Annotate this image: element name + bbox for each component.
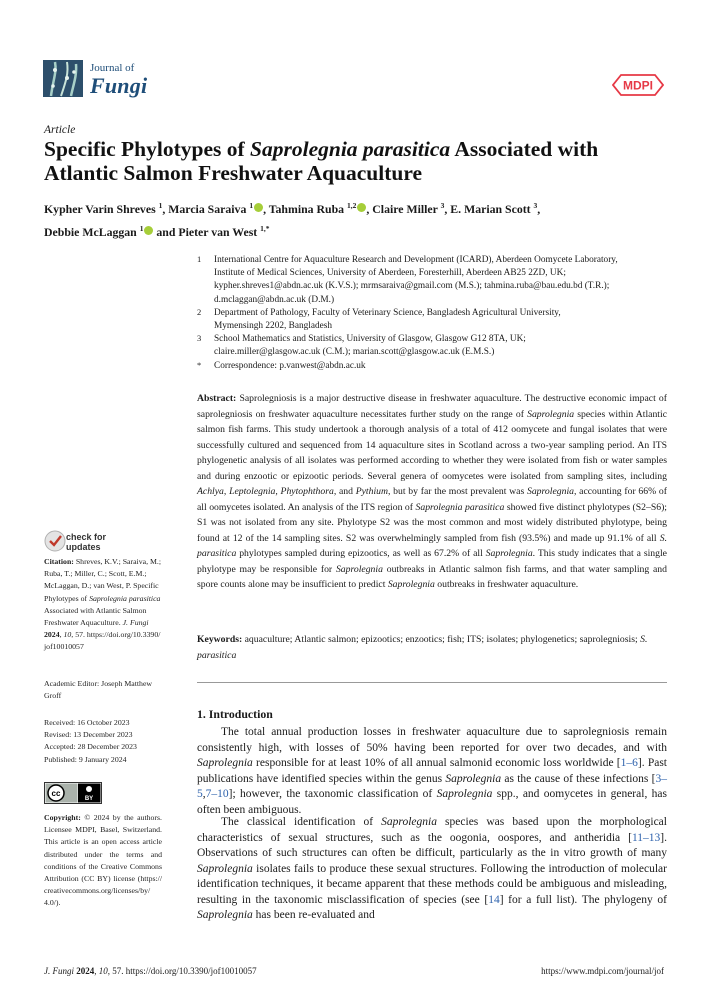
keywords-text: aquaculture; Atlantic salmon; epizootics; enzootics; fish; ITS; isolates; phylogenetics; saprolegniosis; S. parasitica xyxy=(197,634,648,661)
citation: Citation: Shreves, K.V.; Saraiva, M.; Ruba, T.; Miller, C.; Scott, E.M.; McLaggan, D.; van West, P. Specific Phylotypes of Saprolegnia parasitica Associated with Atlantic Salmon Freshwater Aquaculture. J. Fungi 2024, 10, 57. https://doi.org/10.3390/ jof10010057 xyxy=(44,557,162,652)
footer-citation: J. Fungi 2024, 10, 57. https://doi.org/10.3390/jof10010057 xyxy=(44,966,257,976)
author-affiliation-sup: 3 xyxy=(533,201,538,210)
author-name: E. Marian Scott $^3$ xyxy=(450,201,538,216)
svg-text:BY: BY xyxy=(84,796,94,802)
mdpi-logo-icon[interactable] xyxy=(612,74,664,96)
affiliation-number: 1 xyxy=(197,254,202,264)
affiliation-number: 3 xyxy=(197,333,202,344)
keywords-label: Keywords: xyxy=(197,634,243,645)
abstract-label: Abstract: xyxy=(197,393,237,404)
revised-date: Revised: 13 December 2023 xyxy=(44,730,133,740)
article-title: Specific Phylotypes of Saprolegnia parasitica Associated with Atlantic Salmon Freshwater Aquaculture xyxy=(44,137,599,185)
check-for-updates-label[interactable]: check for updates xyxy=(66,532,107,552)
copyright-notice: Copyright: © 2024 by the authors. Licensee MDPI, Basel, Switzerland. This article is an open access article distributed under the terms and conditions of the Creative Commons Attribution (CC BY) license (https:// creativecommons.org/licenses/by/ 4.0/). xyxy=(44,813,162,908)
abstract-text: Saprolegniosis is a major destructive disease in freshwater aquaculture. The destructive economic impact of saprolegniosis on freshwater aquaculture necessitates further study on the range of Saprolegnia species within Atlantic salmon fish farms. This study undertook a thorough analysis of a total of 412 oomycete and fungal isolates that were successfully cultured and sequenced from 14 aquaculture sites in Scotland across a two-year sampling period. An ITS phylogenetic analysis of all isolates was performed according to whether they were isolated from fish or water samples and during enzootic or epizootic periods. Several genera of oomycetes were isolated from sampling sites, including Achlya, Leptolegnia, Phytophthora, and Pythium, but by far the most prevalent was Saprolegnia, accounting for 66% of all oomycetes isolated. An analysis of the ITS region of Saprolegnia parasitica showed five distinct phylotypes (S2–S6); S1 was not isolated from any site. Phylotype S2 was the most common and most widely distributed phylotype, being found at 12 of the 14 sampling sites. S2 was overwhelmingly sampled from fish (93.5%) and made up 91.1% of all S. parasitica phylotypes sampled during epizootics, as well as 67.2% of all Saprolegnia. This study indicates that a single phylotype may be responsible for Saprolegnia outbreaks in Atlantic salmon fish farms, and that water sampling and spore counts alone may be insufficient to predict Saprolegnia outbreaks in freshwater aquaculture. xyxy=(197,393,668,590)
orcid-icon[interactable] xyxy=(357,203,366,212)
section-divider xyxy=(197,682,667,683)
affiliation-line: claire.miller@glasgow.ac.uk (C.M.); marian.scott@glasgow.ac.uk (E.M.S.) xyxy=(214,347,495,358)
affiliation-line: Department of Pathology, Faculty of Veterinary Science, Bangladesh Agricultural University, xyxy=(214,307,561,318)
affiliation-line: School Mathematics and Statistics, University of Glasgow, Glasgow G12 8TA, UK; xyxy=(214,334,526,345)
article-type: Article xyxy=(44,124,76,136)
affiliation-number: 2 xyxy=(197,306,202,317)
cc-by-license-icon[interactable] xyxy=(44,782,102,804)
keywords xyxy=(197,632,667,663)
article-dates xyxy=(44,717,162,766)
abstract xyxy=(197,391,667,593)
mdpi-logo-text: MDPI xyxy=(623,78,653,93)
published-date: Published: 9 January 2024 xyxy=(44,754,127,764)
accepted-date: Accepted: 28 December 2023 xyxy=(44,742,137,752)
affiliation-line: International Centre for Aquaculture Research and Development (ICARD), Aberdeen Oomycete Laboratory, xyxy=(214,255,618,265)
section-heading: 1. Introduction xyxy=(197,707,273,721)
affiliation-number: * xyxy=(197,359,202,370)
academic-editor: Academic Editor: Joseph Matthew Groff xyxy=(44,679,153,701)
author-name: Kypher Varin Shreves $^1$ xyxy=(44,201,163,216)
orcid-icon[interactable] xyxy=(144,226,153,235)
author-affiliation-sup: 1,* xyxy=(260,223,270,233)
author-affiliation-sup: 1 xyxy=(139,223,144,233)
affiliation-line: kypher.shreves1@abdn.ac.uk (K.V.S.); mrmsaraiva@gmail.com (M.S.); tahmina.ruba@bau.edu.bd (T.R.); xyxy=(214,281,610,292)
author-affiliation-sup: 1 xyxy=(249,201,254,210)
author-name: Debbie McLaggan $^1$ xyxy=(44,223,144,239)
affiliation-line: d.mclaggan@abdn.ac.uk (D.M.) xyxy=(214,294,335,305)
footer-journal-url[interactable]: https://www.mdpi.com/journal/jof xyxy=(541,966,664,976)
affiliation-line: Correspondence: p.vanwest@abdn.ac.uk xyxy=(214,360,366,371)
author-affiliation-sup: 1,2 xyxy=(347,201,357,210)
svg-text:cc: cc xyxy=(51,789,61,798)
author-list: Kypher Varin Shreves $^1$, Marcia Saraiva $^1$ , Tahmina Ruba $^{1,2}$ , Claire Miller $^3$, E. Marian Scott $^3$, Debbie McLaggan $^1$ and Pieter van West $^{1,*}$ xyxy=(44,201,541,239)
author-affiliation-sup: 3 xyxy=(440,201,445,210)
affiliation-line: Institute of Medical Sciences, University of Aberdeen, Foresterhill, Aberdeen AB25 2ZD, UK; xyxy=(214,268,566,279)
intro-paragraph-2: The classical identification of Saprolegnia species was based upon the morphological characteristics of sexual structures, such as the oogonia, oospores, and antheridia [11–13]. Observations of such structures can often be difficult, particularly as the in vitro growth of many Saprolegnia isolates fails to produce these sexual structures. Following the introduction of molecular identification techniques, it became apparent that these methods could be ambiguous and misleading, resulting in the taxonomic misclassification of species (see [14] for a full list). The phylogeny of Saprolegnia has been re-evaluated and xyxy=(197,816,667,921)
journal-name: Fungi xyxy=(90,73,148,98)
author-name: Pieter van West $^{1,*}$ xyxy=(178,223,270,239)
author-name: Marcia Saraiva $^1$ xyxy=(168,201,254,216)
author-affiliation-sup: 1 xyxy=(158,201,163,210)
journal-logo-icon xyxy=(43,60,83,97)
orcid-icon[interactable] xyxy=(254,203,263,212)
received-date: Received: 16 October 2023 xyxy=(44,718,130,727)
affiliation-line: Mymensingh 2202, Bangladesh xyxy=(214,321,333,331)
journal-of-label: Journal of xyxy=(90,62,135,74)
author-name: Claire Miller $^3$ xyxy=(372,201,445,216)
intro-paragraph-1: The total annual production losses in freshwater aquaculture due to saprolegniosis remain consistently high, with losses of 50% having been reported for over two decades, and with Saprolegnia responsible for at least 10% of all annual salmonid economic loss worldwide [1–6]. Past publications have identified species within the genus Saprolegnia as the cause of these infections [3–5,7–10]; however, the taxonomic classification of Saprolegnia spp., and oomycetes in general, has often been ambiguous. xyxy=(197,726,668,816)
author-name: Tahmina Ruba $^{1,2}$ xyxy=(268,201,357,216)
